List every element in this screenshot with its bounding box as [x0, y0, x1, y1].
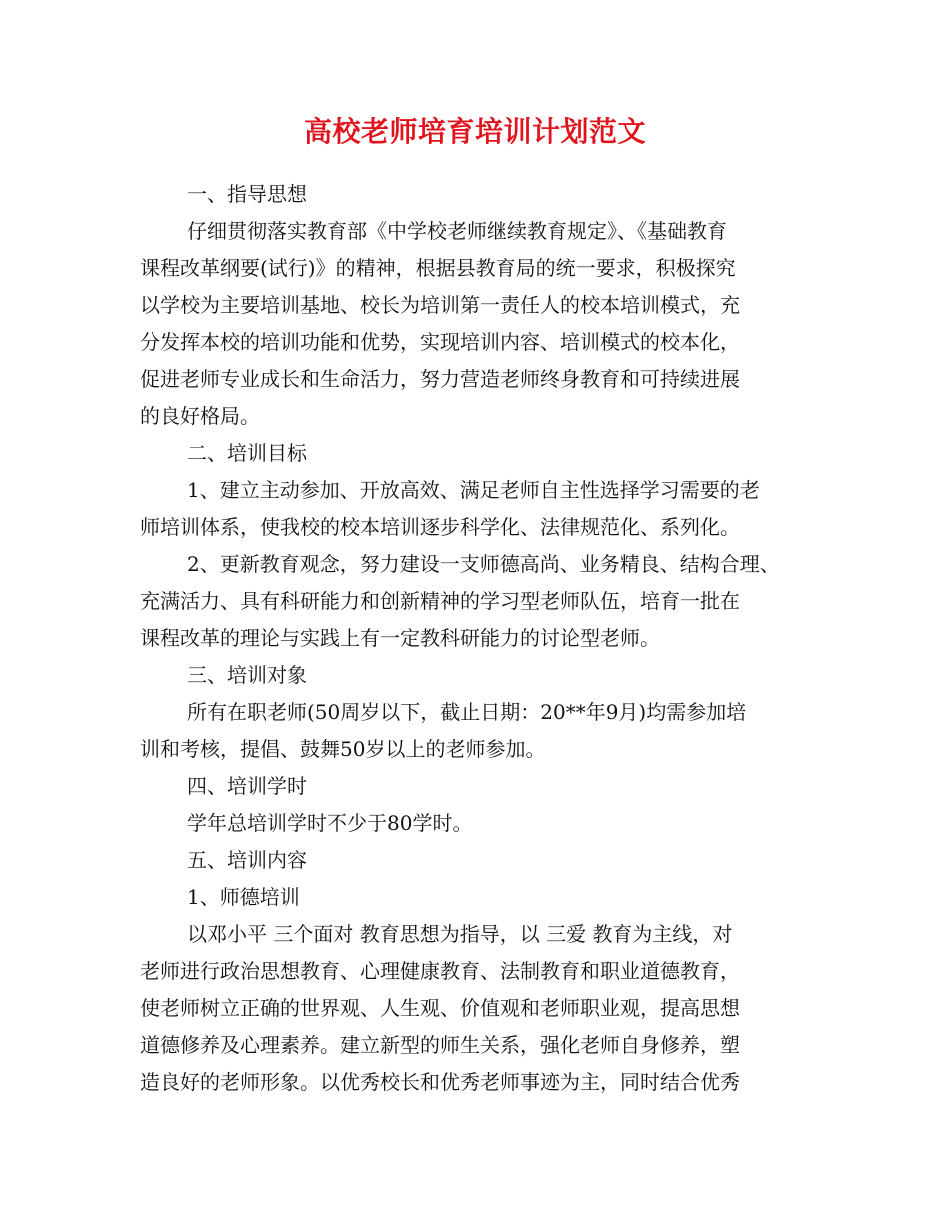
- text-line: 使老师树立正确的世界观、人生观、价值观和老师职业观，提高思想: [140, 996, 740, 1020]
- text-line: 师培训体系，使我校的校本培训逐步科学化、法律规范化、系列化。: [140, 515, 740, 539]
- text-line: 课程改革的理论与实践上有一定教科研能力的讨论型老师。: [140, 626, 660, 650]
- text-line: 二、培训目标: [187, 441, 307, 465]
- text-line: 一、指导思想: [187, 182, 307, 206]
- text-line: 课程改革纲要(试行)》的精神，根据县教育局的统一要求，积极探究: [140, 256, 736, 280]
- document-title: 高校老师培育培训计划范文: [303, 115, 646, 148]
- text-line: 五、培训内容: [187, 848, 307, 872]
- text-line: 所有在职老师(50周岁以下，截止日期：20**年9月)均需参加培: [187, 700, 747, 724]
- text-line: 以学校为主要培训基地、校长为培训第一责任人的校本培训模式，充: [140, 293, 740, 317]
- text-line: 2、更新教育观念，努力建设一支师德高尚、业务精良、结构合理、: [187, 552, 780, 576]
- text-line: 训和考核，提倡、鼓舞50岁以上的老师参加。: [140, 737, 546, 761]
- text-line: 1、师德培训: [187, 885, 300, 909]
- text-line: 造良好的老师形象。以优秀校长和优秀老师事迹为主，同时结合优秀: [140, 1070, 740, 1094]
- text-line: 学年总培训学时不少于80学时。: [187, 811, 473, 835]
- text-line: 老师进行政治思想教育、心理健康教育、法制教育和职业道德教育，: [140, 959, 740, 983]
- text-line: 的良好格局。: [140, 404, 260, 428]
- text-line: 充满活力、具有科研能力和创新精神的学习型老师队伍，培育一批在: [140, 589, 740, 613]
- text-line: 促进老师专业成长和生命活力，努力营造老师终身教育和可持续进展: [140, 367, 740, 391]
- text-line: 三、培训对象: [187, 663, 307, 687]
- text-line: 1、建立主动参加、开放高效、满足老师自主性选择学习需要的老: [187, 478, 760, 502]
- document-body: [140, 176, 830, 1101]
- text-line: 以邓小平 三个面对 教育思想为指导，以 三爱 教育为主线，对: [187, 922, 733, 946]
- text-line: 分发挥本校的培训功能和优势，实现培训内容、培训模式的校本化，: [140, 330, 740, 354]
- text-line: 道德修养及心理素养。建立新型的师生关系，强化老师自身修养，塑: [140, 1033, 740, 1057]
- text-line: 仔细贯彻落实教育部《中学校老师继续教育规定》、《基础教育: [187, 219, 727, 243]
- text-line: 四、培训学时: [187, 774, 307, 798]
